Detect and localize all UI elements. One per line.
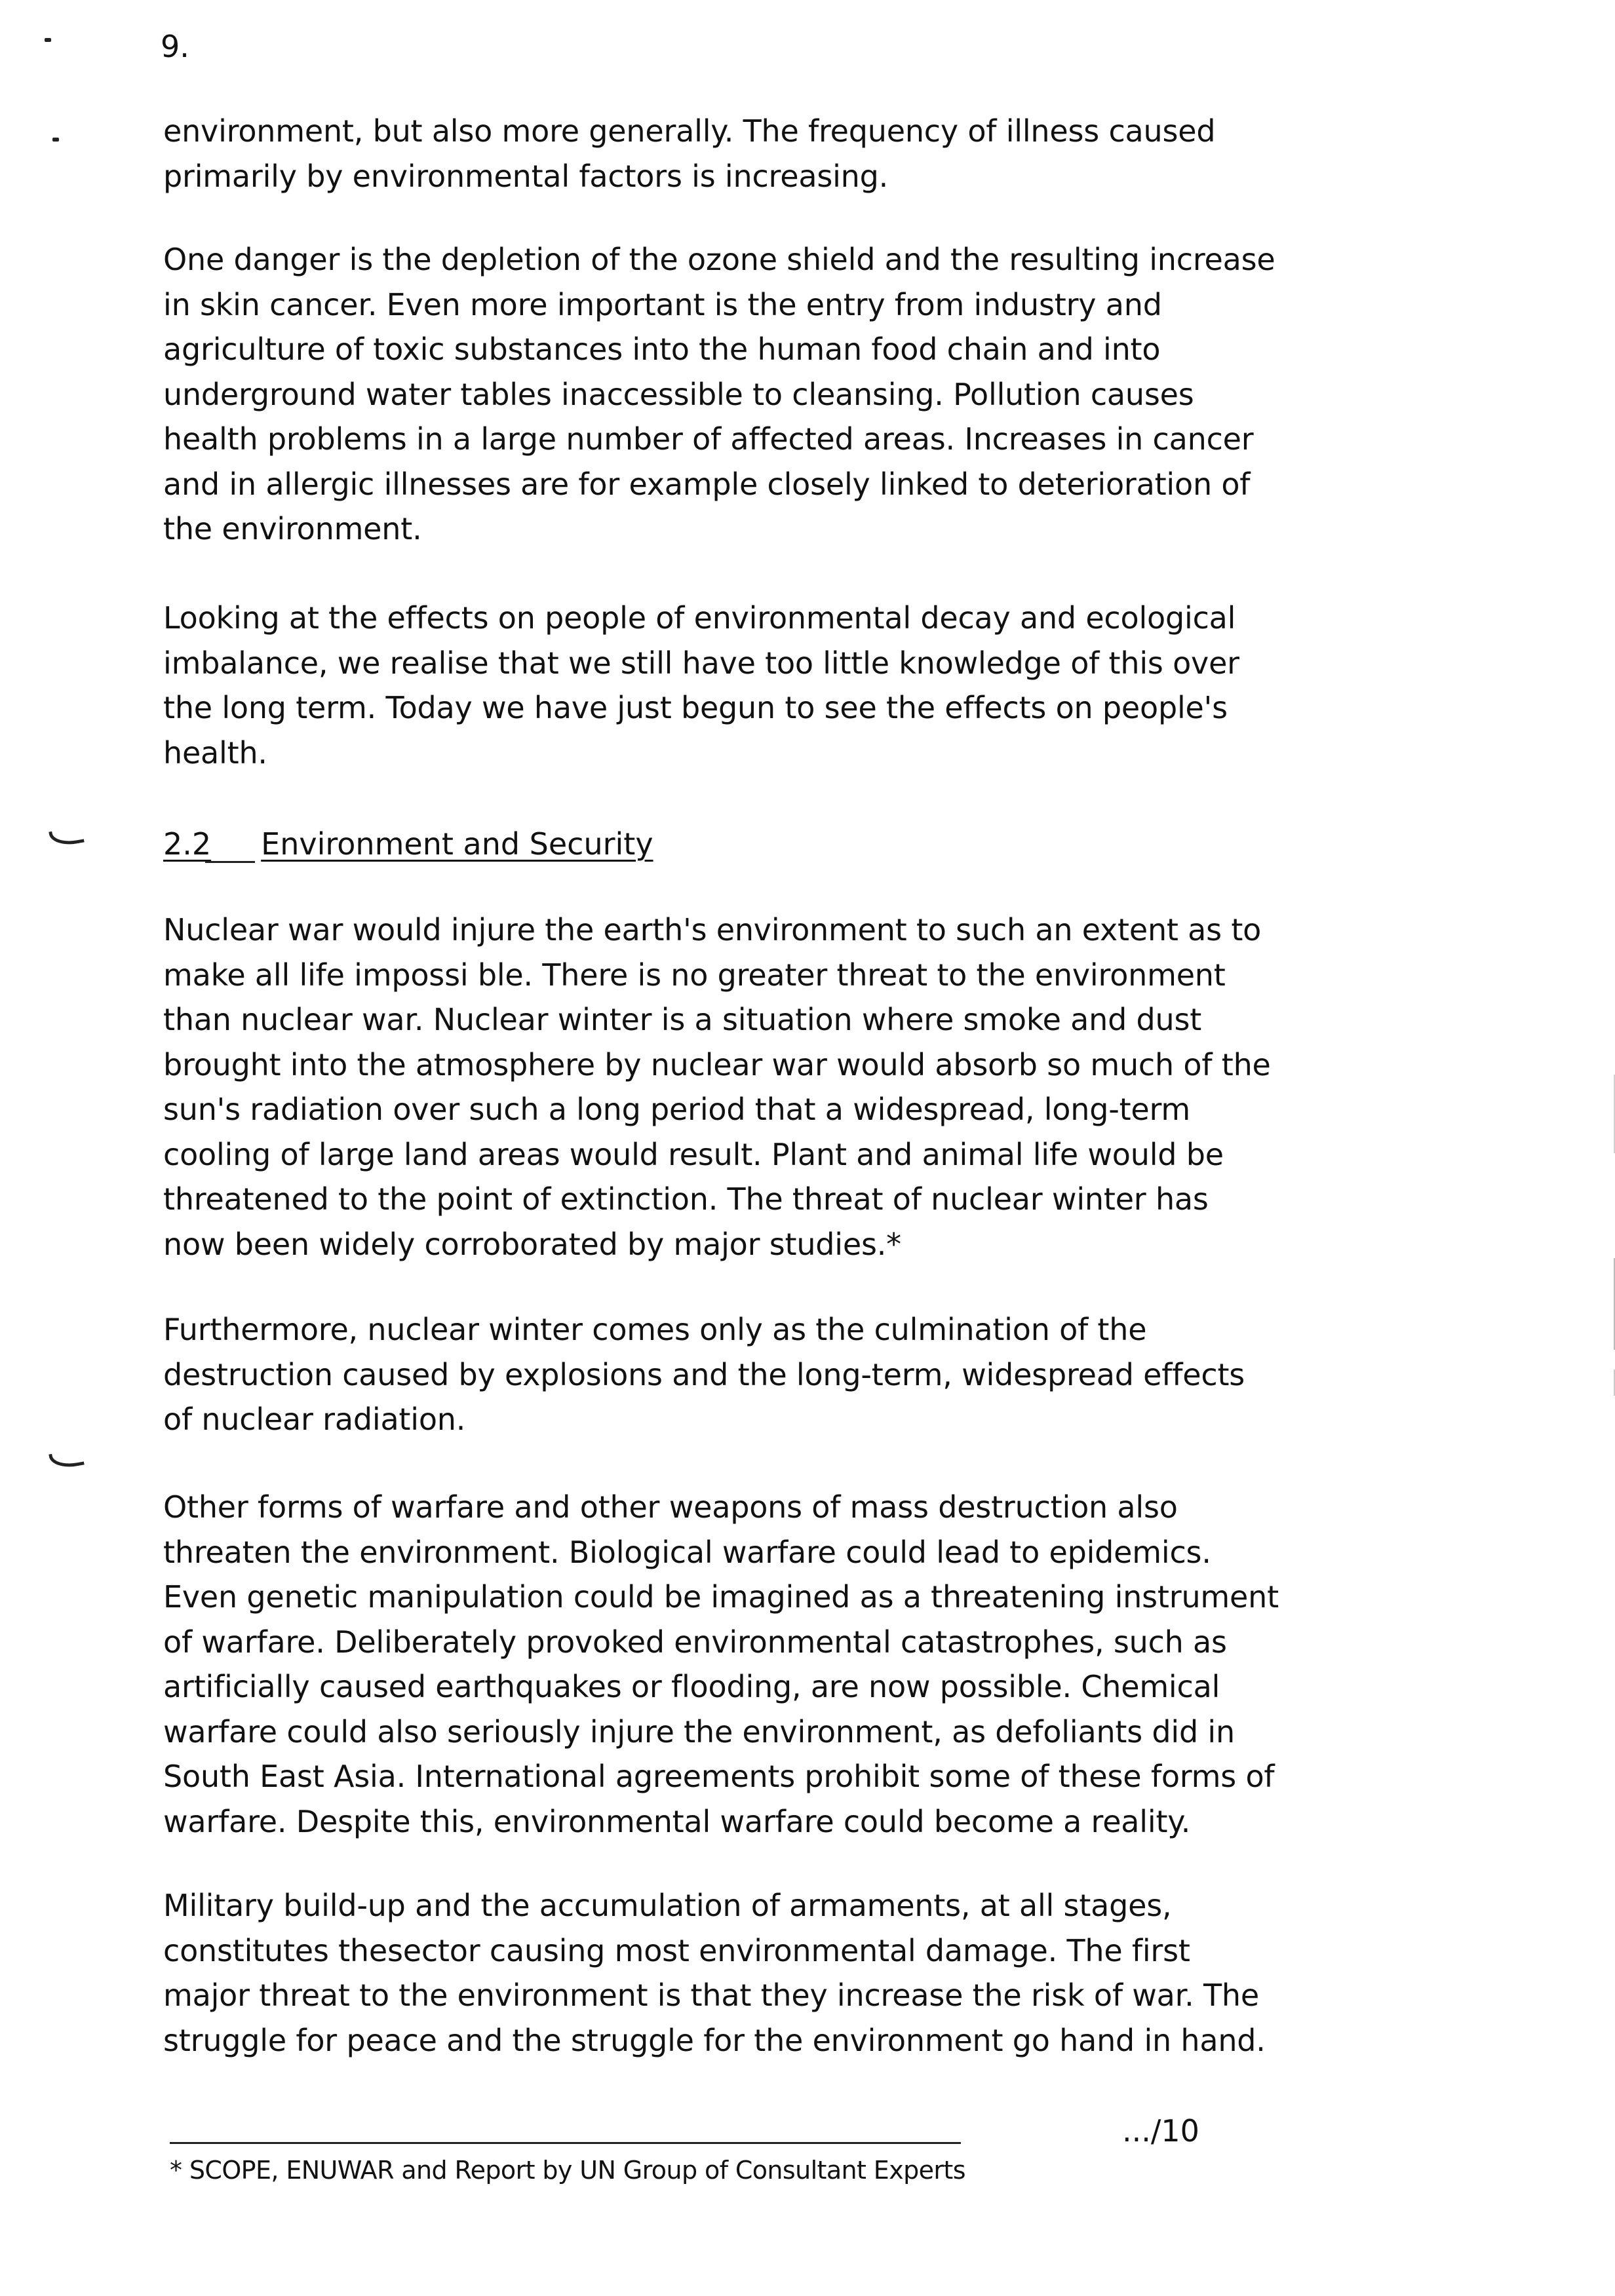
footnote-rule <box>170 2142 961 2144</box>
text-line: health. <box>163 735 267 771</box>
text-line: brought into the atmosphere by nuclear war would absorb so much of the <box>163 1046 1271 1082</box>
continuation-marker: .../10 <box>1122 2113 1199 2149</box>
text-line: the environment. <box>163 511 422 546</box>
text-line: make all life impossi ble. There is no greater threat to the environment <box>163 957 1226 993</box>
text-line: One danger is the depletion of the ozone shield and the resulting increase <box>163 242 1275 277</box>
margin-tick-mid <box>49 1449 85 1470</box>
text-line: now been widely corroborated by major studies.* <box>163 1226 901 1262</box>
text-line: Nuclear war would injure the earth's environment to such an extent as to <box>163 912 1262 947</box>
margin-dot-second <box>52 138 59 142</box>
paragraph-7 <box>163 1883 1343 2063</box>
text-line: artificially caused earthquakes or flooding, are now possible. Chemical <box>163 1669 1220 1704</box>
text-line: Even genetic manipulation could be imagined as a threatening instrument <box>163 1579 1279 1615</box>
text-line: underground water tables inaccessible to cleansing. Pollution causes <box>163 376 1194 412</box>
page-number: 9. <box>161 29 189 64</box>
text-line: the long term. Today we have just begun to see the effects on people's <box>163 690 1228 725</box>
margin-dot-top <box>45 38 51 42</box>
text-line: destruction caused by explosions and the long-term, widespread effects <box>163 1356 1245 1392</box>
heading-underline-gap <box>205 861 255 863</box>
text-line: and in allergic illnesses are for example closely linked to deterioration of <box>163 466 1251 502</box>
margin-tick-heading <box>49 826 85 848</box>
section-heading <box>163 822 653 866</box>
paragraph-5 <box>163 1307 1343 1442</box>
text-line: imbalance, we realise that we still have too little knowledge of this over <box>163 645 1239 681</box>
text-line: environment, but also more generally. The frequency of illness caused <box>163 113 1216 149</box>
text-line: in skin cancer. Even more important is the entry from industry and <box>163 286 1162 322</box>
text-line: major threat to the environment is that they increase the risk of war. The <box>163 1978 1259 2013</box>
text-line: threaten the environment. Biological warfare could lead to epidemics. <box>163 1534 1211 1570</box>
text-line: struggle for peace and the struggle for the environment go hand in hand. <box>163 2022 1266 2058</box>
text-line: agriculture of toxic substances into the human food chain and into <box>163 332 1161 367</box>
paragraph-3 <box>163 596 1343 775</box>
footnote: * SCOPE, ENUWAR and Report by UN Group of Consultant Experts <box>170 2156 965 2185</box>
section-number: 2.2 <box>163 826 212 862</box>
section-title: Environment and Security <box>261 826 653 862</box>
text-line: warfare. Despite this, environmental warfare could become a reality. <box>163 1803 1191 1839</box>
text-line: Other forms of warfare and other weapons of mass destruction also <box>163 1489 1178 1525</box>
text-line: primarily by environmental factors is increasing. <box>163 158 889 194</box>
text-line: warfare could also seriously injure the environment, as defoliants did in <box>163 1713 1235 1750</box>
text-line: constitutes thesector causing most environmental damage. The first <box>163 1932 1190 1968</box>
text-line: of nuclear radiation. <box>163 1402 466 1437</box>
paragraph-4 <box>163 908 1343 1267</box>
text-line: cooling of large land areas would result. Plant and animal life would be <box>163 1136 1224 1172</box>
text-line: of warfare. Deliberately provoked environmental catastrophes, such as <box>163 1624 1227 1660</box>
text-line: Furthermore, nuclear winter comes only as the culmination of the <box>163 1312 1147 1347</box>
text-line: South East Asia. International agreements prohibit some of these forms of <box>163 1759 1275 1794</box>
paragraph-6 <box>163 1485 1343 1844</box>
text-line: sun's radiation over such a long period that a widespread, long-term <box>163 1092 1191 1127</box>
paragraph-1 <box>163 109 1343 199</box>
text-line: health problems in a large number of affected areas. Increases in cancer <box>163 421 1254 457</box>
text-line: Looking at the effects on people of environmental decay and ecological <box>163 600 1236 636</box>
text-line: than nuclear war. Nuclear winter is a situation where smoke and dust <box>163 1002 1202 1037</box>
paragraph-2 <box>163 237 1343 552</box>
text-line: Military build-up and the accumulation of armaments, at all stages, <box>163 1888 1172 1923</box>
text-line: threatened to the point of extinction. The threat of nuclear winter has <box>163 1181 1209 1217</box>
